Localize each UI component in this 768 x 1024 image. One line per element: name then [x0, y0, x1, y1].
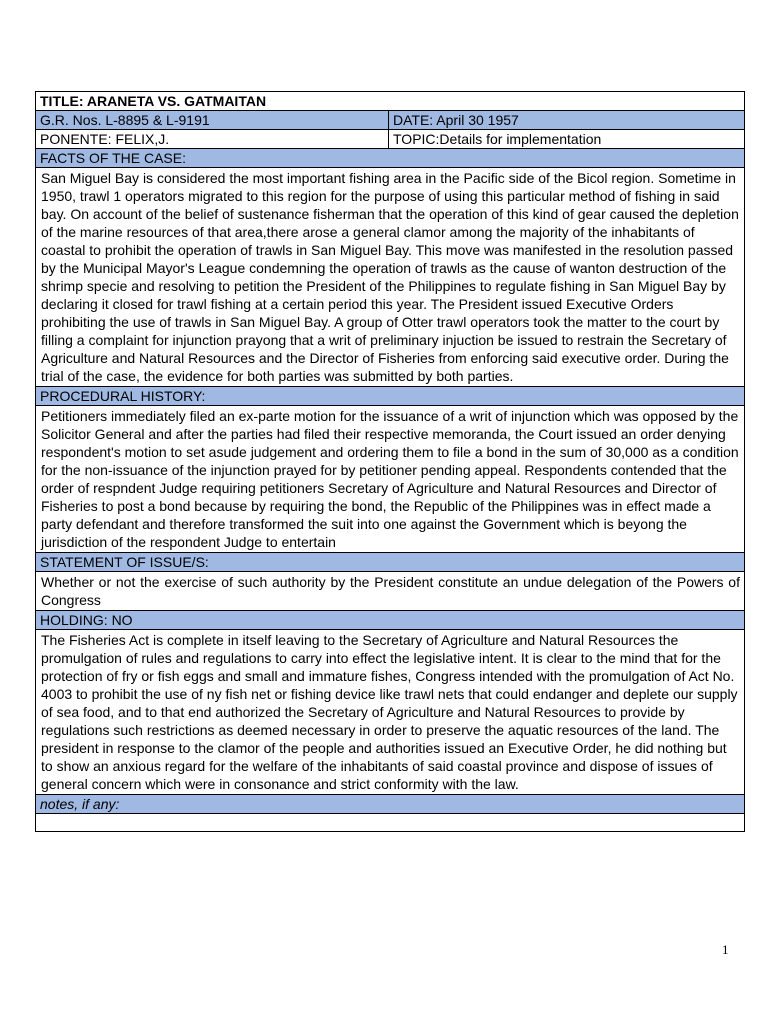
- issue-text: Whether or not the exercise of such authority by the President constitute an undue delegation of the Powers of Congress: [36, 572, 745, 611]
- facts-heading: FACTS OF THE CASE:: [36, 149, 745, 168]
- holding-heading: HOLDING: NO: [36, 611, 745, 630]
- procedural-history-heading: PROCEDURAL HISTORY:: [36, 387, 745, 406]
- issue-heading: STATEMENT OF ISSUE/S:: [36, 553, 745, 572]
- ponente: PONENTE: FELIX,J.: [36, 130, 389, 149]
- topic: TOPIC:Details for implementation: [389, 130, 745, 149]
- facts-text: San Miguel Bay is considered the most important fishing area in the Pacific side of the Bicol region. Sometime in 1950, trawl 1 operators migrated to this region for the purpose of using this particular method of fishing in said bay. On account of the belief of sustenance fisherman that the operation of this kind of gear caused the depletion of the marine resources of that area,there arose a general clamor among the majority of the inhabitants of coastal to prohibit the operation of trawls in San Miguel Bay. This move was manifested in the resolution passed by the Municipal Mayor's League condemning the operation of trawls as the cause of wanton destruction of the shrimp specie and resolving to petition the President of the Philippines to regulate fishing in San Miguel Bay by declaring it closed for trawl fishing at a certain period this year. The President issued Executive Orders prohibiting the use of trawls in San Miguel Bay. A group of Otter trawl operators took the matter to the court by filling a complaint for injunction prayong that a writ of preliminary injuction be issued to restrain the Secretary of Agriculture and Natural Resources and the Director of Fisheries from enforcing said executive order. During the trial of the case, the evidence for both parties was submitted by both parties.: [36, 168, 745, 387]
- page-number: 1: [722, 942, 729, 957]
- notes-text: [36, 814, 745, 832]
- gr-number: G.R. Nos. L-8895 & L-9191: [36, 111, 389, 130]
- holding-text: The Fisheries Act is complete in itself leaving to the Secretary of Agriculture and Natural Resources the promulgation of rules and regulations to carry into effect the legislative intent. It is clear to the mind that for the protection of fry or fish eggs and small and immature fishes, Congress intended with the promulgation of Act No. 4003 to prohibit the use of ny fish net or fishing device like trawl nets that could endanger and deplete our supply of sea food, and to that end authorized the Secretary of Agriculture and Natural Resources to provide by regulations such restrictions as deemed necessary in order to preserve the aquatic resources of the land. The president in response to the clamor of the people and authorities issued an Executive Order, he did nothing but to show an anxious regard for the welfare of the inhabitants of said coastal province and dispose of issues of general concern which were in consonance and strict conformity with the law.: [36, 630, 745, 795]
- case-title: TITLE: ARANETA VS. GATMAITAN: [36, 92, 745, 111]
- procedural-history-text: Petitioners immediately filed an ex-parte motion for the issuance of a writ of injunction which was opposed by the Solicitor General and after the parties had filed their respective memoranda, the Court issued an order denying respondent's motion to set asude judgement and ordering them to file a bond in the sum of 30,000 as a condition for the non-issuance of the injunction prayed for by petitioner pending appeal. Respondents contended that the order of respndent Judge requiring petitioners Secretary of Agriculture and Natural Resources and Director of Fisheries to post a bond because by requiring the bond, the Republic of the Philippines was in effect made a party defendant and therefore transformed the suit into one against the Government which is beyong the jurisdiction of the respondent Judge to entertain: [36, 406, 745, 553]
- notes-heading: notes, if any:: [36, 795, 745, 814]
- decision-date: DATE: April 30 1957: [389, 111, 745, 130]
- case-digest-table: [35, 91, 745, 832]
